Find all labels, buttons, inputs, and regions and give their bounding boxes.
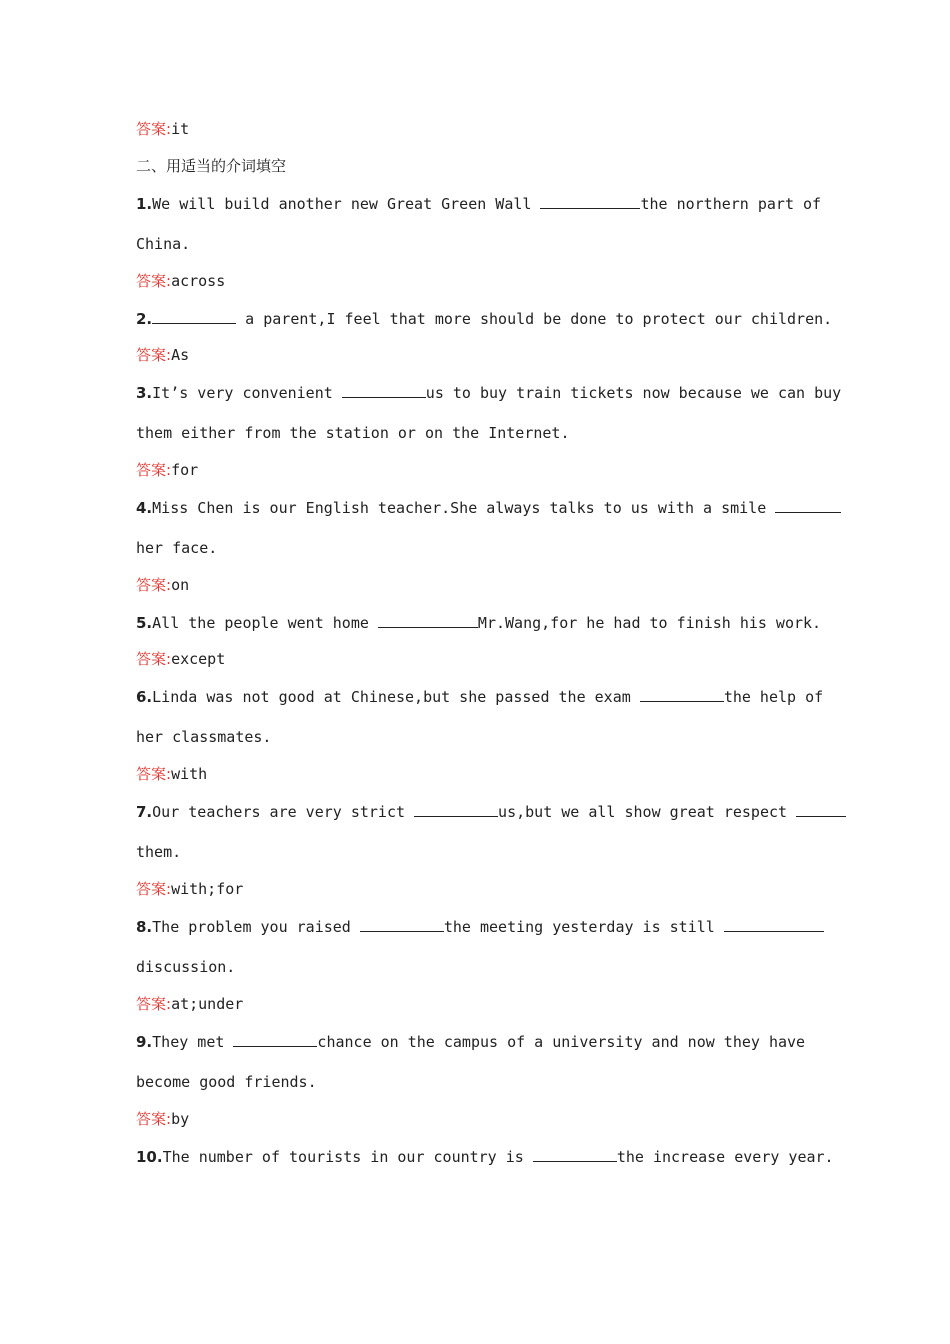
answer-text: across [171, 272, 226, 290]
question-number: 6. [136, 688, 153, 706]
answer-blank[interactable] [233, 1032, 317, 1047]
question-10 [136, 1147, 834, 1166]
answer-blank[interactable] [775, 498, 841, 513]
question-6 [136, 687, 824, 746]
question-number: 2. [136, 310, 153, 328]
answer-label: 答案: [136, 120, 172, 138]
question-number: 1. [136, 195, 153, 213]
answer-text: for [171, 461, 199, 479]
question-number: 9. [136, 1033, 153, 1051]
answer-text: it [171, 120, 190, 138]
question-text: Miss Chen is our English teacher.She always talks to us with a smile [152, 499, 776, 517]
answer-blank[interactable] [796, 802, 846, 817]
question-number: 7. [136, 803, 153, 821]
answer-blank[interactable] [342, 383, 426, 398]
question-9 [136, 1032, 816, 1091]
question-number: 4. [136, 499, 153, 517]
question-text: discussion. [136, 958, 236, 976]
answer-text: by [171, 1110, 190, 1128]
question-text: The number of tourists in our country is [162, 1148, 533, 1166]
answer-label: 答案: [136, 272, 172, 290]
question-text: a parent,I feel that more should be done to protect our children. [236, 310, 833, 328]
answer-line [136, 272, 816, 290]
answer-text: at;under [171, 995, 244, 1013]
answer-text: As [171, 346, 190, 364]
question-text: become good friends. [136, 1073, 317, 1091]
answer-text: on [171, 576, 190, 594]
question-text: All the people went home [152, 614, 378, 632]
answer-line [136, 995, 816, 1013]
question-7 [136, 802, 816, 861]
question-text: Linda was not good at Chinese,but she passed the exam [152, 688, 640, 706]
question-number: 8. [136, 918, 153, 936]
question-text: her classmates. [136, 728, 272, 746]
answer-blank[interactable] [533, 1147, 617, 1162]
question-text: the meeting yesterday is still [443, 918, 724, 936]
question-text: chance on the campus of a university and now they have [317, 1033, 806, 1051]
question-text: China. [136, 235, 191, 253]
answer-line [136, 765, 816, 783]
answer-label: 答案: [136, 880, 172, 898]
answer-label: 答案: [136, 576, 172, 594]
question-text: her face. [136, 539, 218, 557]
answer-label: 答案: [136, 765, 172, 783]
question-text: the northern part of [640, 195, 822, 213]
answer-blank[interactable] [640, 687, 724, 702]
question-text: The problem you raised [152, 918, 360, 936]
answer-line [136, 576, 816, 594]
question-text: They met [152, 1033, 234, 1051]
answer-label: 答案: [136, 461, 172, 479]
question-number: 10. [136, 1148, 163, 1166]
answer-blank[interactable] [360, 917, 444, 932]
answer-blank[interactable] [152, 309, 236, 324]
question-3 [136, 383, 842, 442]
section-title: 二、用适当的介词填空 [136, 157, 287, 175]
answer-line [136, 346, 816, 364]
question-5 [136, 613, 822, 632]
question-text: Our teachers are very strict [152, 803, 415, 821]
question-number: 3. [136, 384, 153, 402]
question-text: Mr.Wang,for he had to finish his work. [477, 614, 822, 632]
answer-text: with [171, 765, 208, 783]
answer-label: 答案: [136, 650, 172, 668]
answer-line [136, 461, 816, 479]
answer-text: except [171, 650, 226, 668]
answer-label: 答案: [136, 346, 172, 364]
question-text: It’s very convenient [152, 384, 342, 402]
question-text: the increase every year. [616, 1148, 834, 1166]
answer-blank[interactable] [414, 802, 498, 817]
answer-line [136, 650, 816, 668]
answer-line [136, 880, 816, 898]
question-4 [136, 498, 816, 557]
answer-text: with;for [171, 880, 244, 898]
question-text: them either from the station or on the Internet. [136, 424, 570, 442]
answer-label: 答案: [136, 1110, 172, 1128]
question-8 [136, 917, 816, 976]
question-text: us,but we all show great respect [498, 803, 797, 821]
question-2 [136, 309, 833, 328]
answer-label: 答案: [136, 995, 172, 1013]
question-1 [136, 194, 822, 253]
question-number: 5. [136, 614, 153, 632]
answer-line [136, 120, 816, 138]
exercise-page [136, 120, 842, 1184]
answer-blank[interactable] [378, 613, 478, 628]
question-text: We will build another new Great Green Wall [152, 195, 541, 213]
question-text: the help of [723, 688, 824, 706]
answer-blank[interactable] [724, 917, 824, 932]
answer-line [136, 1110, 816, 1128]
question-text: them. [136, 843, 182, 861]
question-text: us to buy train tickets now because we can buy [425, 384, 842, 402]
answer-blank[interactable] [540, 194, 640, 209]
